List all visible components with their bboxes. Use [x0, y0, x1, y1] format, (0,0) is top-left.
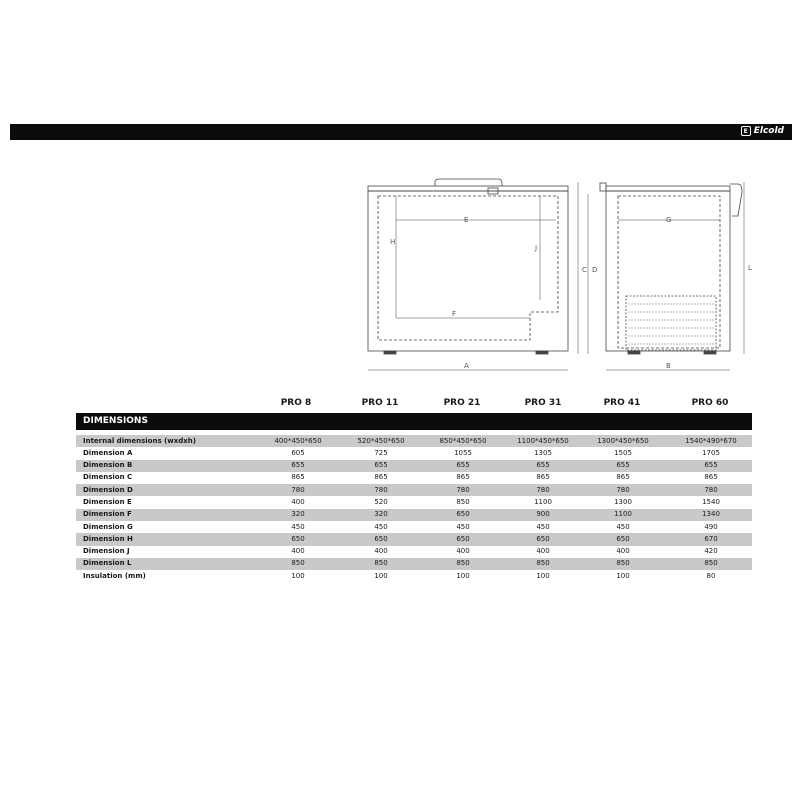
table-cell: 1505	[614, 448, 632, 457]
table-cell: 865	[291, 473, 305, 482]
table-cell: 450	[536, 522, 550, 531]
row-label: Internal dimensions (wxdxh)	[83, 436, 196, 445]
table-cell: 780	[374, 485, 388, 494]
table-cell: 100	[456, 571, 470, 580]
table-row	[76, 496, 752, 508]
label-e: E	[464, 216, 469, 224]
label-l: L	[748, 264, 752, 272]
table-cell: 400	[291, 497, 305, 506]
dimensions-table	[76, 435, 752, 583]
table-cell: 650	[536, 534, 550, 543]
brand-logo	[741, 126, 784, 136]
row-label: Dimension D	[83, 485, 133, 494]
row-label: Dimension J	[83, 547, 130, 556]
table-cell: 320	[291, 510, 305, 519]
table-cell: 400*450*650	[274, 436, 322, 445]
table-cell: 1100	[614, 510, 632, 519]
table-cell: 725	[374, 448, 388, 457]
table-row	[76, 435, 752, 447]
table-row	[76, 546, 752, 558]
table-cell: 850	[456, 497, 470, 506]
table-cell: 320	[374, 510, 388, 519]
table-cell: 1100*450*650	[517, 436, 569, 445]
table-cell: 400	[536, 547, 550, 556]
table-cell: 850	[456, 559, 470, 568]
table-row	[76, 558, 752, 570]
table-cell: 650	[616, 534, 630, 543]
table-cell: 450	[291, 522, 305, 531]
table-cell: 100	[291, 571, 305, 580]
section-title-bar	[76, 413, 752, 430]
side-lid	[606, 186, 730, 191]
table-cell: 655	[291, 461, 305, 470]
table-row	[76, 509, 752, 521]
table-cell: 655	[536, 461, 550, 470]
row-label: Dimension L	[83, 559, 132, 568]
table-cell: 490	[704, 522, 718, 531]
table-cell: 650	[456, 534, 470, 543]
table-row	[76, 570, 752, 582]
table-cell: 850*450*650	[439, 436, 487, 445]
table-cell: 1705	[702, 448, 720, 457]
row-label: Dimension G	[83, 522, 133, 531]
table-cell: 450	[456, 522, 470, 531]
table-cell: 865	[616, 473, 630, 482]
label-h: H	[390, 238, 396, 246]
label-f: F	[452, 310, 457, 318]
label-b: B	[666, 362, 671, 370]
table-cell: 400	[616, 547, 630, 556]
table-cell: 865	[536, 473, 550, 482]
table-cell: 420	[704, 547, 718, 556]
label-j: J	[535, 244, 538, 252]
row-label: Dimension A	[83, 448, 133, 457]
table-cell: 655	[704, 461, 718, 470]
table-cell: 400	[456, 547, 470, 556]
table-cell: 1100	[534, 497, 552, 506]
table-cell: 780	[291, 485, 305, 494]
table-cell: 780	[704, 485, 718, 494]
table-cell: 655	[616, 461, 630, 470]
row-label: Dimension E	[83, 497, 132, 506]
table-cell: 900	[536, 510, 550, 519]
side-body	[606, 191, 730, 351]
row-label: Dimension C	[83, 473, 133, 482]
table-cell: 1340	[702, 510, 720, 519]
table-cell: 865	[456, 473, 470, 482]
table-row	[76, 533, 752, 545]
technical-drawing	[360, 172, 760, 382]
table-cell: 850	[374, 559, 388, 568]
model-name: PRO 8	[280, 398, 312, 408]
table-cell: 780	[456, 485, 470, 494]
table-cell: 650	[291, 534, 305, 543]
table-cell: 80	[706, 571, 716, 580]
table-cell: 1300*450*650	[597, 436, 649, 445]
table-cell: 1540*490*670	[685, 436, 737, 445]
table-cell: 400	[291, 547, 305, 556]
table-cell: 100	[616, 571, 630, 580]
model-name: PRO 31	[524, 398, 562, 408]
table-cell: 400	[374, 547, 388, 556]
table-row	[76, 460, 752, 472]
table-cell: 780	[536, 485, 550, 494]
table-cell: 865	[704, 473, 718, 482]
table-cell: 605	[291, 448, 305, 457]
table-cell: 850	[536, 559, 550, 568]
table-cell: 865	[374, 473, 388, 482]
table-cell: 100	[374, 571, 388, 580]
model-header-row	[0, 398, 800, 410]
label-g: G	[666, 216, 672, 224]
table-cell: 520*450*650	[357, 436, 405, 445]
model-name: PRO 11	[361, 398, 399, 408]
table-cell: 670	[704, 534, 718, 543]
table-cell: 520	[374, 497, 388, 506]
label-a: A	[464, 362, 469, 370]
table-row	[76, 447, 752, 459]
model-name: PRO 41	[603, 398, 641, 408]
lid-handle	[435, 179, 502, 186]
table-cell: 650	[374, 534, 388, 543]
table-cell: 780	[616, 485, 630, 494]
table-cell: 850	[291, 559, 305, 568]
table-cell: 650	[456, 510, 470, 519]
table-cell: 655	[456, 461, 470, 470]
model-name: PRO 60	[691, 398, 729, 408]
front-lid	[368, 186, 568, 191]
row-label: Dimension F	[83, 510, 132, 519]
table-cell: 1300	[614, 497, 632, 506]
table-cell: 1540	[702, 497, 720, 506]
table-cell: 450	[374, 522, 388, 531]
row-label: Dimension H	[83, 534, 133, 543]
label-c: C	[582, 266, 587, 274]
table-cell: 450	[616, 522, 630, 531]
table-cell: 1305	[534, 448, 552, 457]
brand-mark-icon: E	[741, 126, 751, 136]
table-cell: 850	[616, 559, 630, 568]
row-label: Dimension B	[83, 461, 133, 470]
side-handle	[730, 184, 742, 216]
table-row	[76, 521, 752, 533]
front-body	[368, 191, 568, 351]
table-cell: 655	[374, 461, 388, 470]
model-name: PRO 21	[443, 398, 481, 408]
table-cell: 1055	[454, 448, 472, 457]
label-d: D	[592, 266, 598, 274]
section-title: DIMENSIONS	[83, 416, 148, 426]
table-cell: 850	[704, 559, 718, 568]
brand-name: Elcold	[753, 126, 784, 136]
header-bar	[10, 124, 792, 140]
table-cell: 100	[536, 571, 550, 580]
row-label: Insulation (mm)	[83, 571, 146, 580]
table-row	[76, 472, 752, 484]
table-row	[76, 484, 752, 496]
